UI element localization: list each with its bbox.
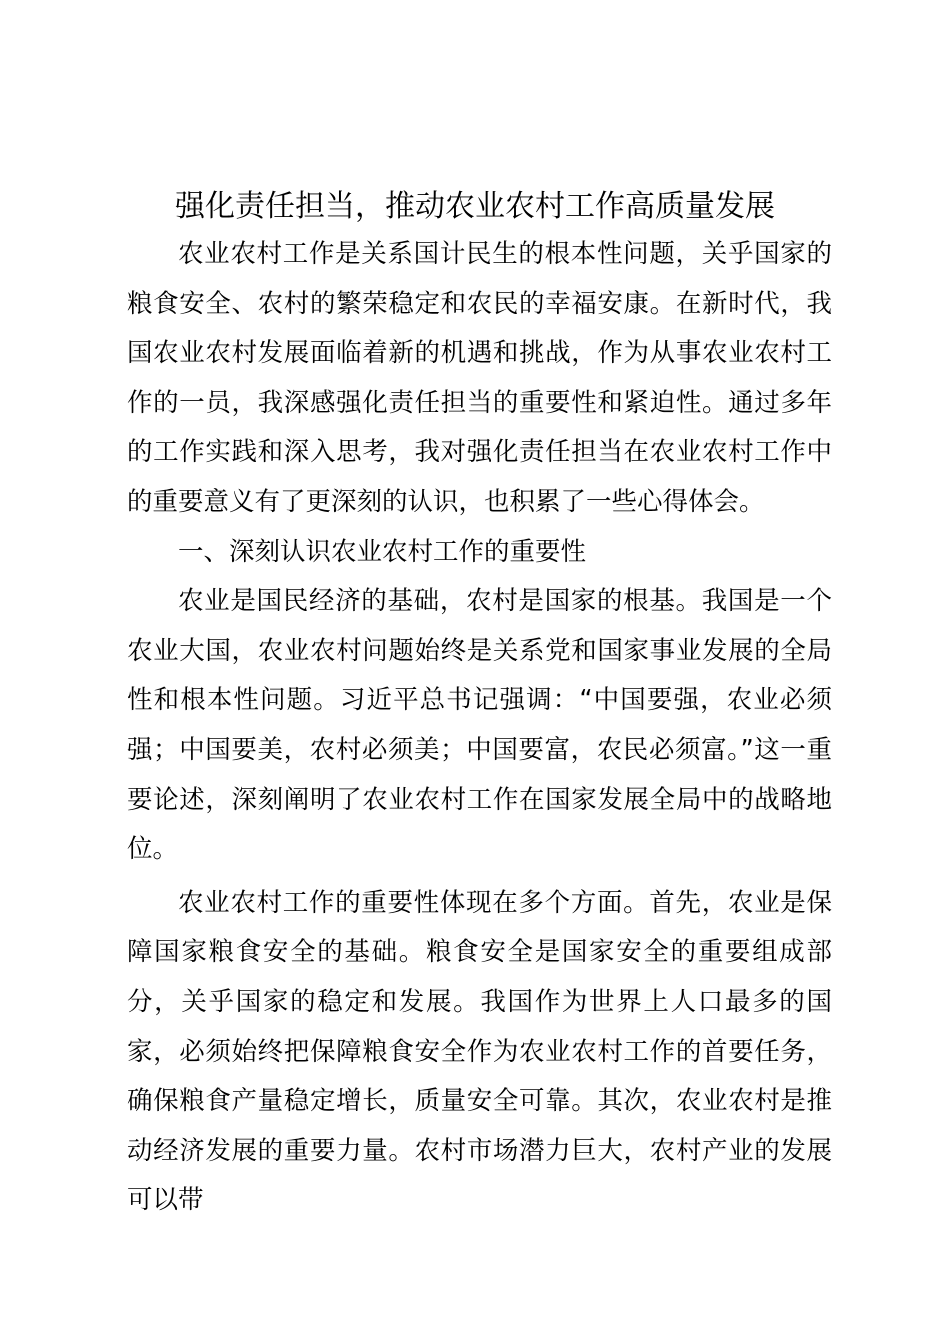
document-body (127, 230, 832, 1226)
body-paragraph: 农业农村工作的重要性体现在多个方面。首先，农业是保障国家粮食安全的基础。粮食安全是国家安全的重要组成部分，关乎国家的稳定和发展。我国作为世界上人口最多的国家，必须始终把保障粮食安全作为农业农村工作的首要任务，确保粮食产量稳定增长，质量安全可靠。其次，农业农村是推动经济发展的重要力量。农村市场潜力巨大，农村产业的发展可以带 (127, 887, 832, 1216)
body-paragraph: 农业是国民经济的基础，农村是国家的根基。我国是一个农业大国，农业农村问题始终是关系党和国家事业发展的全局性和根本性问题。习近平总书记强调：“中国要强，农业必须强；中国要美，农村必须美；中国要富，农民必须富。”这一重要论述，深刻阐明了农业农村工作在国家发展全局中的战略地位。 (127, 586, 832, 865)
intro-paragraph: 农业农村工作是关系国计民生的根本性问题，关乎国家的粮食安全、农村的繁荣稳定和农民的幸福安康。在新时代，我国农业农村发展面临着新的机遇和挑战，作为从事农业农村工作的一员，我深感强化责任担当的重要性和紧迫性。通过多年的工作实践和深入思考，我对强化责任担当在农业农村工作中的重要意义有了更深刻的认识，也积累了一些心得体会。 (127, 239, 832, 517)
document-title: 强化责任担当，推动农业农村工作高质量发展 (175, 189, 775, 224)
section-heading: 一、深刻认识农业农村工作的重要性 (178, 536, 587, 567)
